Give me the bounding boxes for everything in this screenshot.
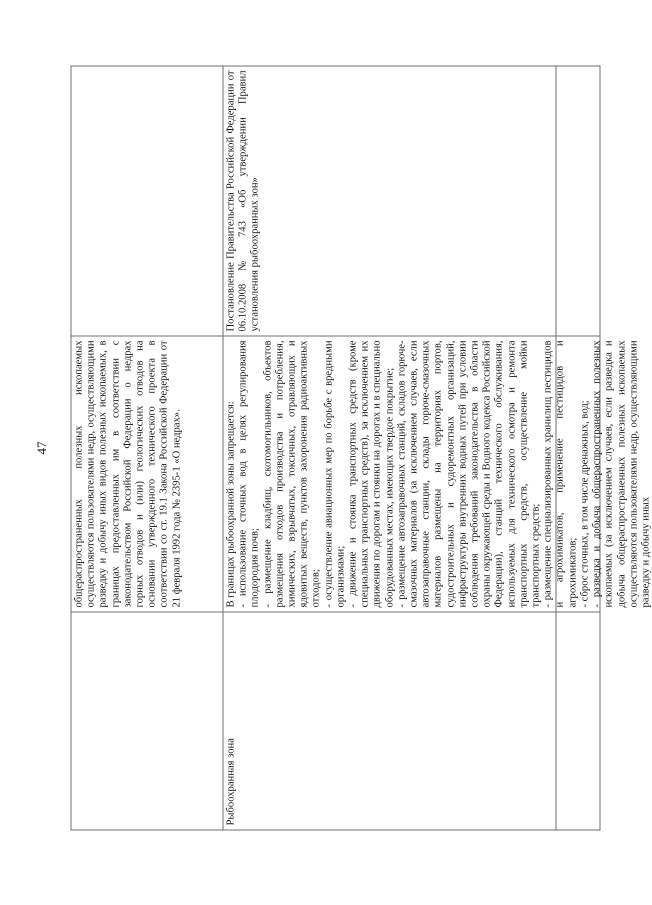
restriction-line: - движение и стоянка транспортных средств (кроме специальных транспортных средств), за исключением их движения по дорогам и стоянки на дорогах и в специально оборудованных местах, имеющих твердое покрытие;: [347, 340, 395, 607]
restriction-line: - использование сточных вод в целях регулирования плодородия почв;: [237, 340, 261, 607]
table-cell-empty: [71, 66, 222, 335]
table-cell-zone-name: [223, 611, 555, 829]
table-row: [223, 66, 651, 829]
restriction-line: - размещение кладбищ, скотомогильников, объектов размещения отходов производства и потребления, химических, взрывчатых, токсичных, отравляющих и ядовитых веществ, пунктов захоронения радиоактивных отходов;: [261, 340, 322, 607]
table-row: [71, 66, 223, 829]
restriction-line: - осуществление авиационных мер по борьбе с вредными организмами;: [322, 340, 346, 607]
restriction-line: - размещение специализированных хранилищ пестицидов и агрохимикатов, применение пестицидов и агрохимикатов;: [542, 340, 578, 607]
restriction-line: В границах рыбоохранной зоны запрещается:: [225, 400, 236, 607]
table-cell-legal-basis: [223, 66, 555, 335]
legal-basis-text: Постановление Правительства Российской Федерации от 06.10.2008 № 743 «Об утверждении Правил установления рыбоохранных зон»: [225, 70, 261, 331]
table-cell-empty: [556, 611, 599, 829]
table-cell-empty: [556, 335, 599, 611]
table-cell-empty: [556, 66, 599, 335]
regulation-table: [70, 65, 651, 830]
restriction-line: - разведка и добыча общераспространенных полезных ископаемых (за исключением случаев, если разведка и добыча общераспространенных полезных ископаемых осуществляются пользователями недр, осуществляющими разведку и добычу иных: [591, 340, 651, 607]
zone-name: Рыбоохранная зона: [225, 737, 236, 825]
table-cell-continuation: [71, 335, 222, 611]
table-cell-restrictions: [223, 335, 651, 611]
table-row: [556, 66, 599, 829]
table-cell-empty: [71, 611, 222, 829]
rotated-table-container: [70, 65, 651, 830]
page-number: 47: [34, 441, 49, 455]
restriction-line: - сброс сточных, в том числе дренажных, вод;: [578, 399, 590, 607]
restriction-line: - размещение автозаправочных станций, складов горюче-смазочных материалов (за исключением случаев, если автозаправочные станции, склады горюче-смазочных материалов размещены на территориях портов, судостроительных и судоремонтных организаций, инфраструктуры внутренних водных путей при условии соблюдения требований законодательства в области охраны окружающей среды и Водного кодекса Российской Федерации), станций технического обслуживания, используемых для технического осмотра и ремонта транспортных средств, осуществление мойки транспортных средств;: [395, 340, 542, 607]
continuation-text: общераспространенных полезных ископаемых осуществляются пользователями недр, осуществляющими разведку и добычу иных видов полезных ископаемых, в границах предоставленных им в соответствии с законодательством Российской Федерации о недрах горных отводов и (или) геологических отводов на основании утвержденного технического проекта в соответствии со ст. 19.1 Закона Российской Федерации от 21 февраля 1992 года № 2395-1 «О недрах».: [73, 340, 182, 607]
